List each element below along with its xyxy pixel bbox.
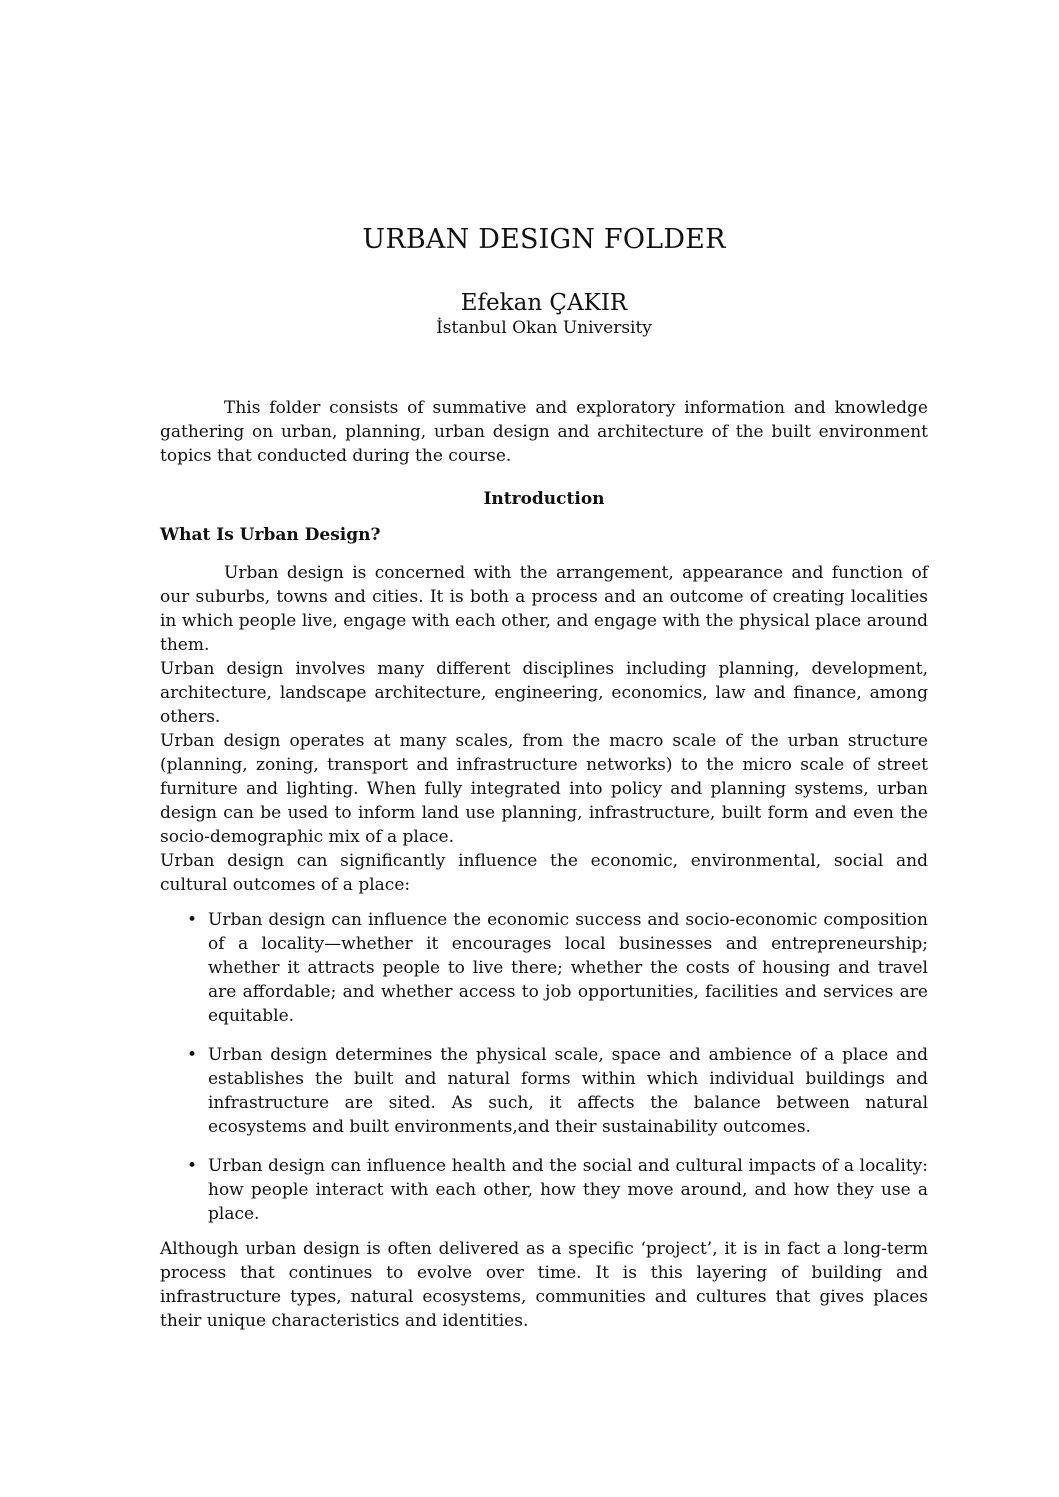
bullet-icon: •: [187, 910, 198, 930]
author-name: Efekan ÇAKIR: [460, 290, 628, 316]
closing-paragraph: Although urban design is often delivered as a specific ‘project’, it is in fact a long-term process that continues to evolve over time. It is this layering of building and infrastructure types, natural ecosystems, communities and cultures that gives places their unique characteristics and identities.: [160, 1239, 928, 1331]
bullet-item: [160, 1154, 928, 1226]
body-paragraph: Urban design is concerned with the arrangement, appearance and function of our suburbs, towns and cities. It is both a process and an outcome of creating localities in which people live, engage with each other, and engage with the physical place around them.: [160, 563, 928, 655]
bullet-text: Urban design can influence health and the social and cultural impacts of a locality: how people interact with each other, how they move around, and how they use a place.: [208, 1156, 928, 1224]
subsection-heading: What Is Urban Design?: [160, 525, 381, 545]
bullet-item: [160, 1043, 928, 1139]
document-content: [160, 222, 928, 1333]
body-paragraph: Urban design involves many different disciplines including planning, development, architecture, landscape architecture, engineering, economics, law and finance, among others.: [160, 659, 928, 727]
bullet-icon: •: [187, 1156, 198, 1176]
body-paragraph: Urban design can significantly influence the economic, environmental, social and cultural outcomes of a place:: [160, 851, 928, 895]
section-heading-introduction: Introduction: [483, 489, 605, 509]
bullet-text: Urban design can influence the economic success and socio-economic composition of a locality—whether it encourages local businesses and entrepreneurship; whether it attracts people to live there; whether the costs of housing and travel are affordable; and whether access to job opportunities, facilities and services are equitable.: [208, 910, 928, 1026]
author-affiliation: İstanbul Okan University: [436, 318, 652, 338]
abstract-paragraph: This folder consists of summative and exploratory information and knowledge gathering on urban, planning, urban design and architecture of the built environment topics that conducted during the course.: [160, 398, 928, 466]
document-title: URBAN DESIGN FOLDER: [362, 224, 726, 255]
bullet-list: [160, 908, 928, 1226]
body-paragraph: Urban design operates at many scales, from the macro scale of the urban structure (planning, zoning, transport and infrastructure networks) to the micro scale of street furniture and lighting. When fully integrated into policy and planning systems, urban design can be used to inform land use planning, infrastructure, built form and even the socio-demographic mix of a place.: [160, 731, 928, 847]
bullet-icon: •: [187, 1045, 198, 1065]
bullet-text: Urban design determines the physical scale, space and ambience of a place and establishes the built and natural forms within which individual buildings and infrastructure are sited. As such, it affects the balance between natural ecosystems and built environments,and their sustainability outcomes.: [208, 1045, 928, 1137]
bullet-item: [160, 908, 928, 1028]
